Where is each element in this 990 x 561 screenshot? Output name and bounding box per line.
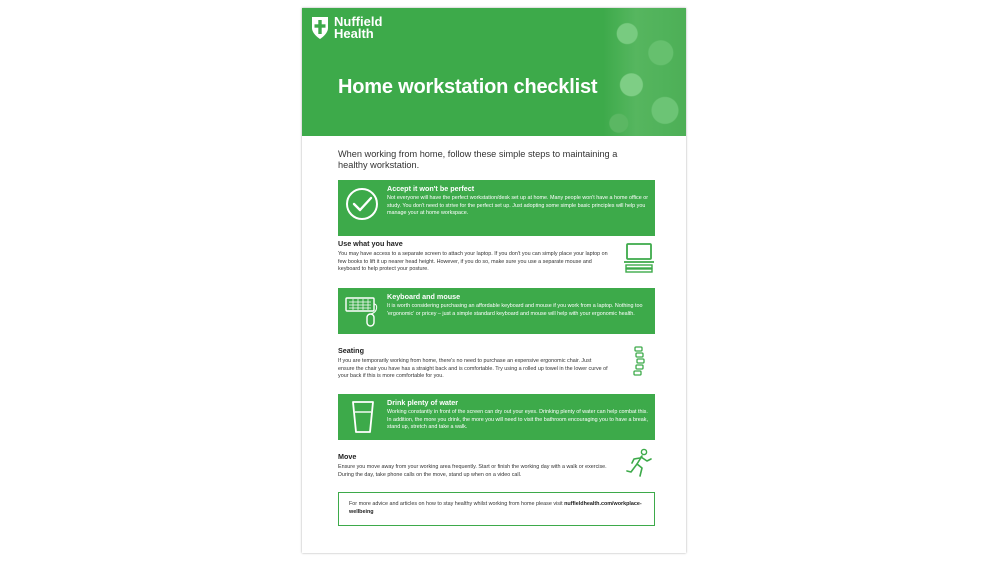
section-title: Seating [338,346,364,355]
intro-text: When working from home, follow these simple steps to maintaining a healthy workstation. [338,149,618,170]
footer-link[interactable]: nuffieldhealth.com/workplace-wellbeing [349,501,642,515]
section-title: Drink plenty of water [387,398,459,407]
header-banner [302,8,686,136]
section-title: Keyboard and mouse [387,292,461,301]
section-use-what-you-have [338,239,608,274]
section-body: Working constantly in front of the screen can dry out your eyes. Drinking plenty of water can help combat this. In addition, the more you drink, the more you will need to visit the bathroom encouraging you to have a break, stand up, stretch and take a walk. [387,409,648,430]
running-person-icon [624,448,654,478]
section-water [338,394,655,440]
section-title: Use what you have [338,239,403,248]
header-photo [602,8,686,136]
section-body: Not everyone will have the perfect workstation/desk set up at home. Many people won't have a home office or study. You don't need to strive for the perfect set up. Just adopting some simple basic principles will help you manage your at home workspace. [387,195,649,216]
checklist-document [302,8,686,553]
spine-icon [632,346,646,378]
shield-cross-icon [311,16,329,40]
footer-message: For more advice and articles on how to stay healthy whilst working from home please visit [349,501,563,507]
brand-logo [311,16,404,40]
section-body: You may have access to a separate screen to attach your laptop. If you don't you can simply place your laptop on few books to lift it up nearer head height. However, if you do so, make sure you use a separate mouse and keyboard to help protect your posture. [338,251,608,272]
section-body: Ensure you move away from your working area frequently. Start or finish the working day with a walk or exercise. During the day, take phone calls on the move, stand up when on a video call. [338,464,607,478]
section-seating [338,346,608,381]
water-glass-icon [348,399,378,435]
section-move [338,452,608,479]
keyboard-mouse-icon [344,292,382,330]
laptop-on-books-icon [622,241,656,275]
section-keyboard-mouse [338,288,655,334]
section-body: If you are temporarily working from home, there's no need to purchase an expensive ergonomic chair. Just ensure the chair you have has a straight back and is comfortable. Try using a rolled up towel in the lower curve of your back if this is more comfortable for you. [338,358,608,379]
section-body: It is worth considering purchasing an affordable keyboard and mouse if you work from a laptop. Nothing too 'ergonomic' or pricey – just a simple standard keyboard and mouse will help with your ergonomic health. [387,303,643,317]
footer-box [338,492,655,526]
section-title: Move [338,452,357,461]
check-circle-icon [344,186,380,222]
brand-name: Nuffield Health [334,14,383,41]
page-title: Home workstation checklist [338,76,598,98]
footer-text [349,500,644,516]
section-accept [338,180,655,236]
section-title: Accept it won't be perfect [387,184,475,193]
